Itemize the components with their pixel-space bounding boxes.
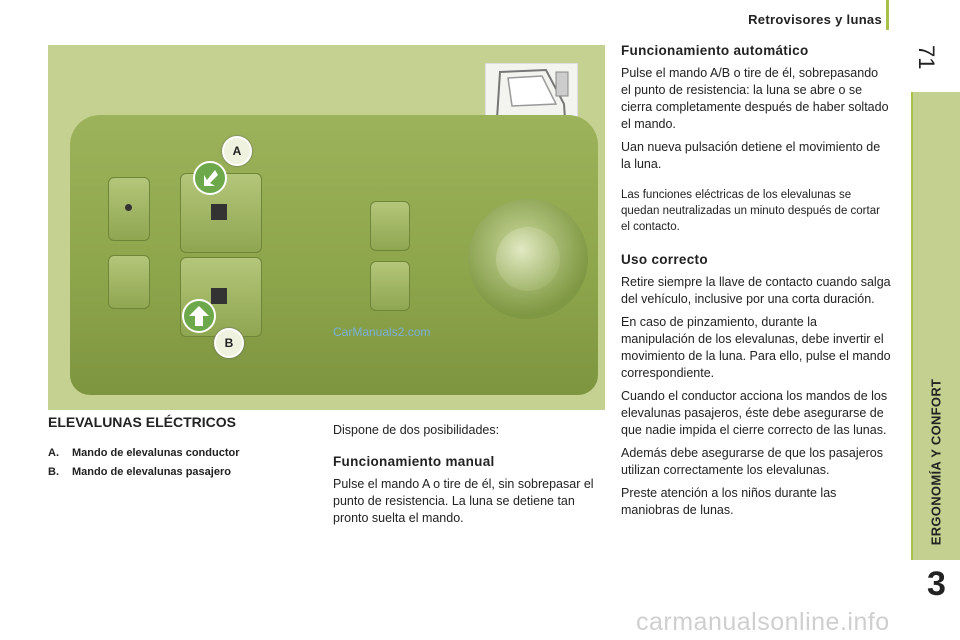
chapter-number: 3 <box>927 565 946 603</box>
use-paragraph-2: En caso de pinzamiento, durante la manipulación de los elevalunas, debe invertir el movimiento de la luna. Para ello, pulse el mando correspondiente. <box>621 315 891 380</box>
use-paragraph-5: Preste atención a los niños durante las maniobras de lunas. <box>621 486 837 517</box>
auto-heading: Funcionamiento automático <box>621 43 809 58</box>
legend-text: Mando de elevalunas pasajero <box>72 466 231 478</box>
manual-text: Pulse el mando A o tire de él, sin sobrepasar el punto de resistencia. La luna se detiene tan pronto suelta el mando. <box>333 477 594 525</box>
child-lock-button <box>108 255 150 309</box>
legend-item-a <box>48 444 239 463</box>
door-control-panel <box>70 115 598 395</box>
legend-key: A. <box>48 447 59 459</box>
manual-heading: Funcionamiento manual <box>333 454 495 469</box>
callout-a: A <box>222 136 252 166</box>
mirror-adjust-dial <box>468 199 588 319</box>
auto-note: Las funciones eléctricas de los elevalunas se quedan neutralizadas un minuto después de cortar el contacto. <box>621 189 880 233</box>
mirror-fold-button <box>370 201 410 251</box>
use-heading: Uso correcto <box>621 252 708 267</box>
page-number: 71 <box>914 45 939 70</box>
mirror-heat-button <box>370 261 410 311</box>
section-title: Retrovisores y lunas <box>748 12 882 27</box>
window-switch-photo <box>48 45 605 410</box>
auto-paragraph-1: Pulse el mando A/B o tire de él, sobrepasando el punto de resistencia: la luna se abre o se cierra completamente después de haber soltado el mando. <box>621 66 889 131</box>
use-paragraph-4: Además debe asegurarse de que los pasajeros utilizan correctamente los elevalunas. <box>621 446 883 477</box>
chapter-label: ERGONOMÍA Y CONFORT <box>928 378 944 546</box>
right-column <box>621 42 891 525</box>
legend-item-b <box>48 463 239 482</box>
header-divider <box>886 0 889 30</box>
section-heading: ELEVALUNAS ELÉCTRICOS <box>48 414 236 430</box>
use-paragraph-3: Cuando el conductor acciona los mandos de los elevalunas pasajeros, éste debe asegurarse de que nadie impida el cierre correcto de las lunas. <box>621 389 888 437</box>
footer-watermark: carmanualsonline.info <box>636 608 890 636</box>
lock-button <box>108 177 150 241</box>
auto-paragraph-2: Uan nueva pulsación detiene el movimiento de la luna. <box>621 140 881 171</box>
legend-text: Mando de elevalunas conductor <box>72 447 240 459</box>
callout-b: B <box>214 328 244 358</box>
intro-text: Dispone de dos posibilidades: <box>333 423 500 437</box>
use-paragraph-1: Retire siempre la llave de contacto cuando salga del vehículo, inclusive por una corta duración. <box>621 275 891 306</box>
figure-legend <box>48 444 239 482</box>
photo-watermark: CarManuals2.com <box>333 325 431 339</box>
middle-column <box>333 422 605 533</box>
down-arrow-icon <box>193 161 227 195</box>
legend-key: B. <box>48 466 59 478</box>
up-arrow-icon <box>182 299 216 333</box>
mirror-dial-center <box>496 227 560 291</box>
